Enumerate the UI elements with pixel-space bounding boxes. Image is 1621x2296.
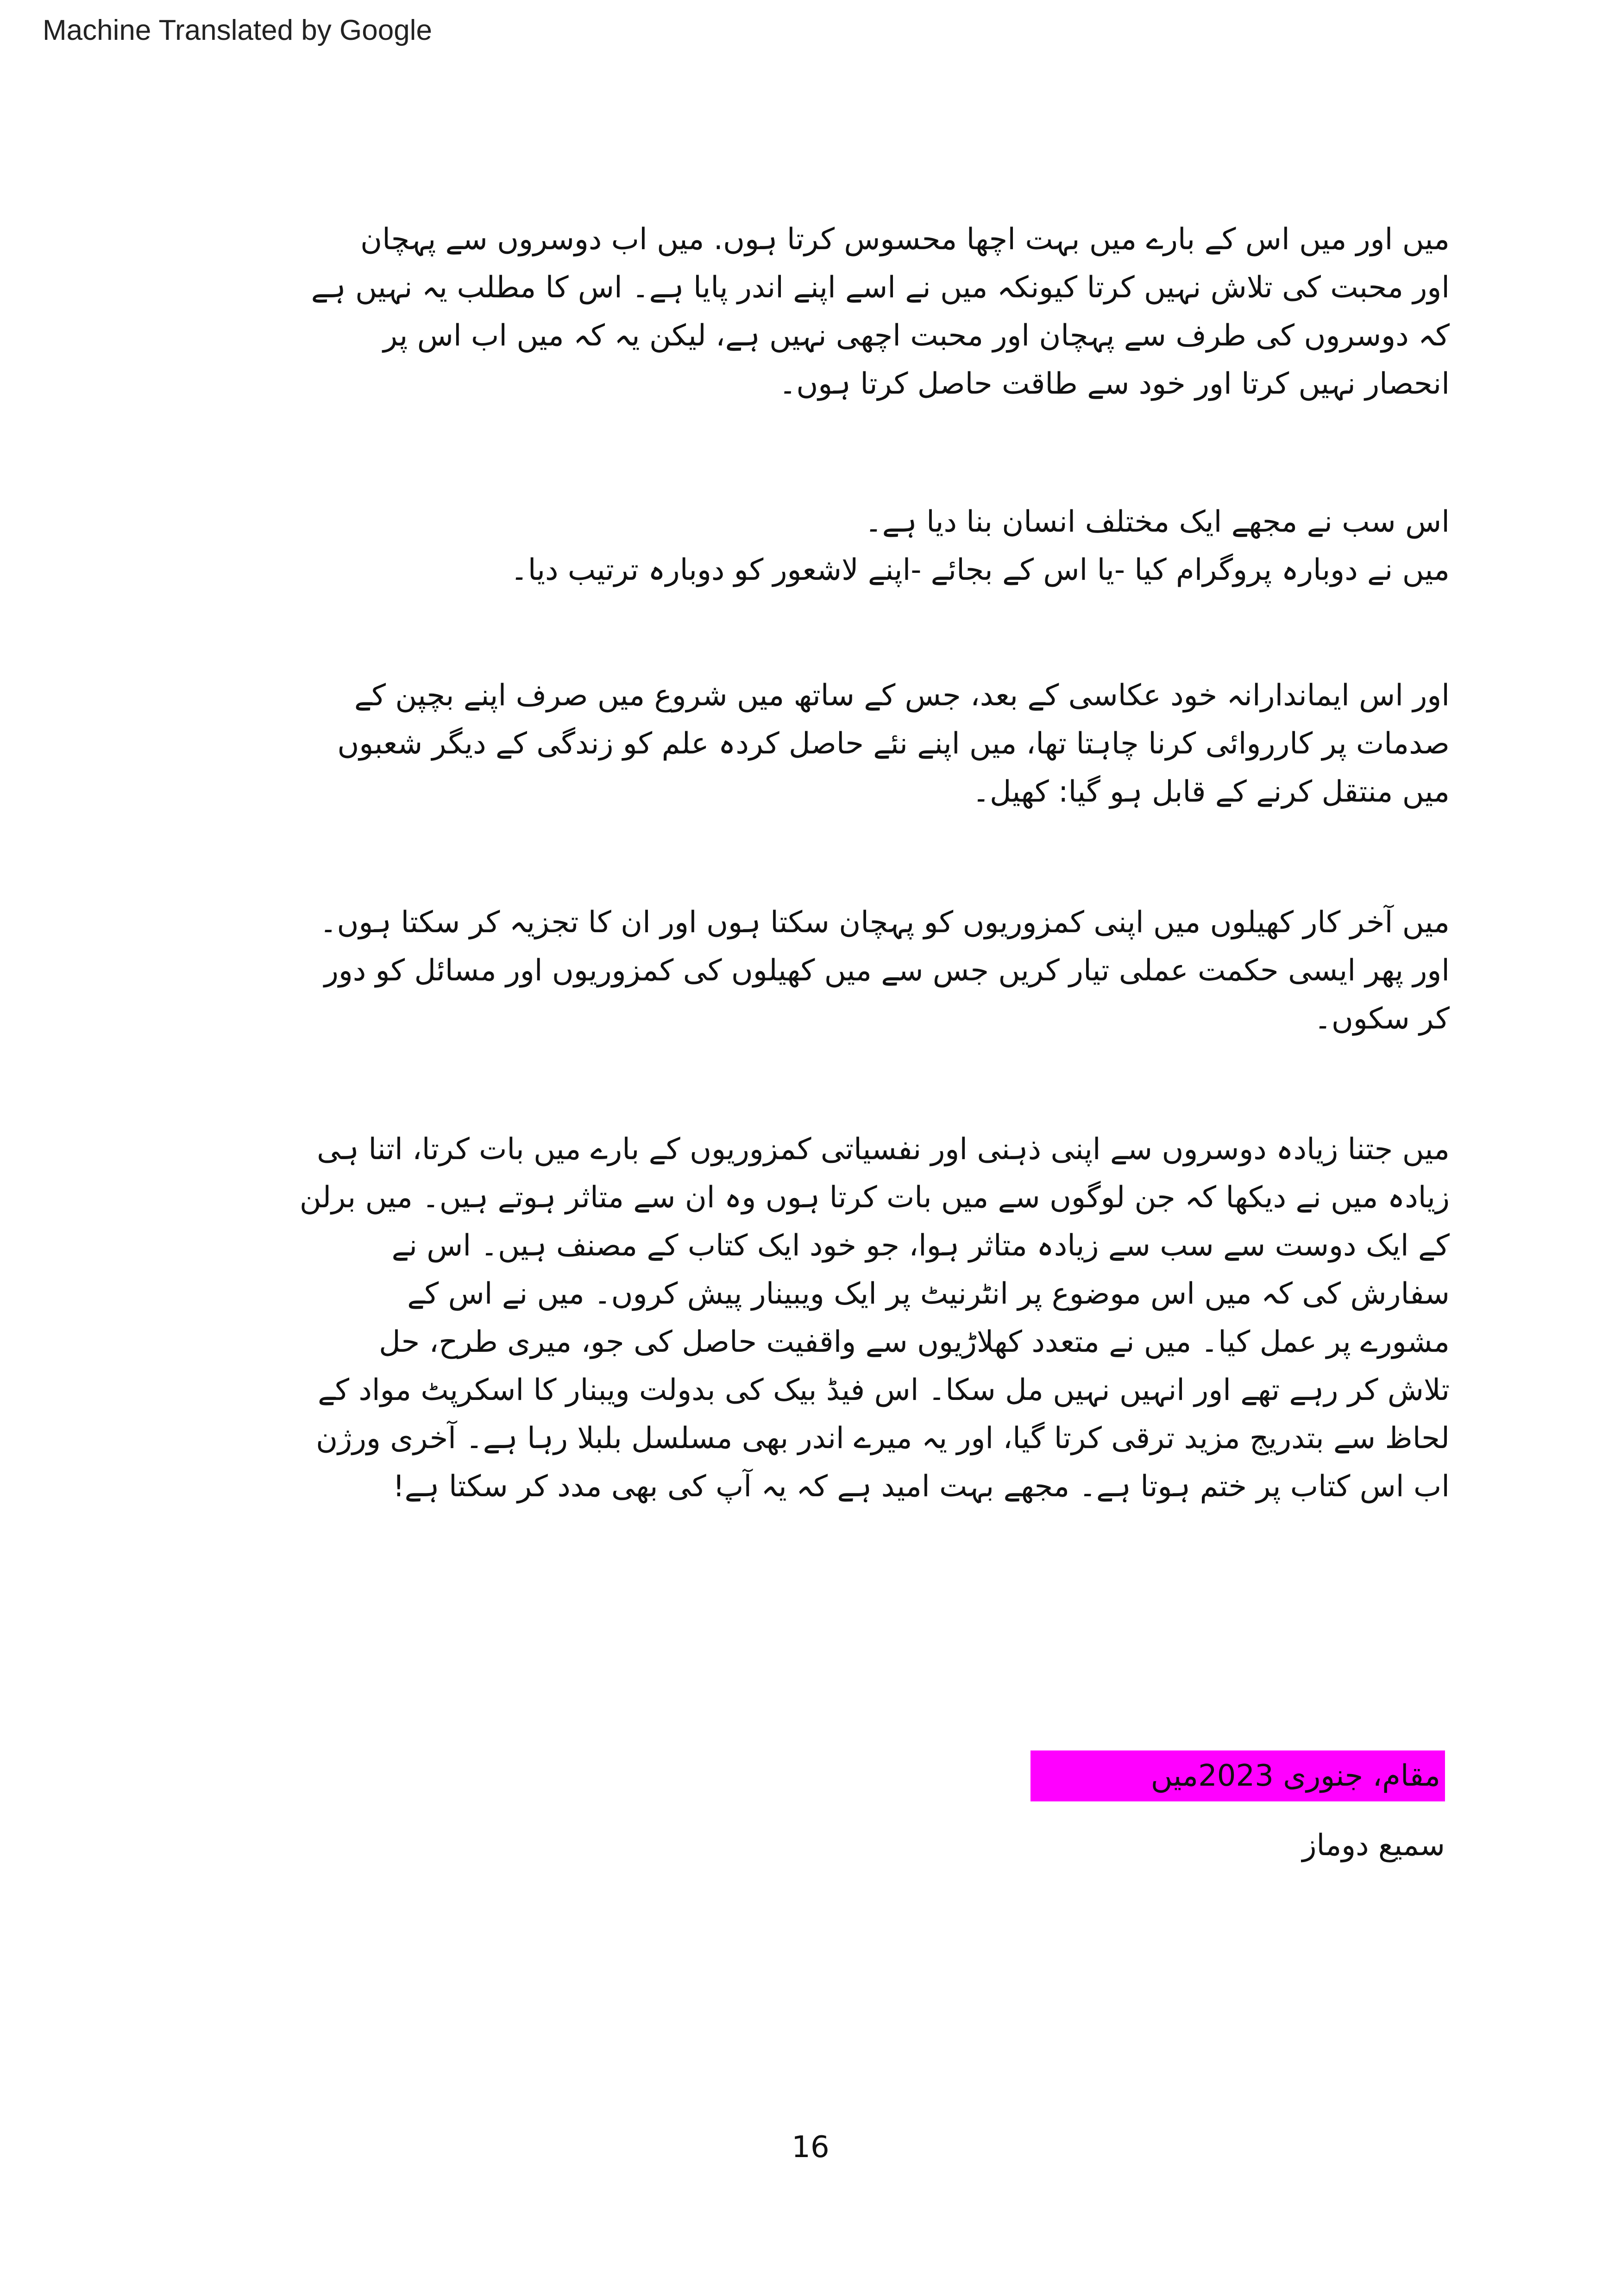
paragraph-4 xyxy=(153,898,1450,1043)
paragraph-line: اور پھر ایسی حکمت عملی تیار کریں جس سے میں کھیلوں کی کمزوریوں اور مسائل کو دور xyxy=(324,954,1450,988)
paragraph-line: کر سکوں۔ xyxy=(1314,1002,1450,1036)
page-number: 16 xyxy=(792,2130,829,2164)
paragraph-line: میں آخر کار کھیلوں میں اپنی کمزوریوں کو پہچان سکتا ہوں اور ان کا تجزیہ کر سکتا ہوں۔ xyxy=(320,905,1450,940)
paragraph-line: کے ایک دوست سے سب سے زیادہ متاثر ہوا، جو خود ایک کتاب کے مصنف ہیں۔ اس نے xyxy=(391,1229,1450,1263)
paragraph-line: زیادہ میں نے دیکھا کہ جن لوگوں سے میں بات کرتا ہوں وہ ان سے متاثر ہوتے ہیں۔ میں برلن xyxy=(299,1180,1450,1215)
paragraph-line: اور محبت کی تلاش نہیں کرتا کیونکہ میں نے اسے اپنے اندر پایا ہے۔ اس کا مطلب یہ نہیں ہے xyxy=(311,270,1450,305)
paragraph-line: لحاظ سے بتدریج مزید ترقی کرتا گیا، اور یہ میرے اندر بھی مسلسل بلبلا رہا ہے۔ آخری ورژن xyxy=(316,1421,1450,1455)
paragraph-line: مشورے پر عمل کیا۔ میں نے متعدد کھلاڑیوں سے واقفیت حاصل کی جو، میری طرح، حل xyxy=(379,1325,1450,1359)
paragraph-line: میں جتنا زیادہ دوسروں سے اپنی ذہنی اور نفسیاتی کمزوریوں کے بارے میں بات کرتا، اتنا ہی xyxy=(317,1132,1450,1167)
paragraph-2 xyxy=(153,498,1450,594)
paragraph-line: کہ دوسروں کی طرف سے پہچان اور محبت اچھی نہیں ہے، لیکن یہ کہ میں اب اس پر xyxy=(383,319,1450,353)
place-date-highlight: مقام، جنوری 2023میں xyxy=(1030,1750,1445,1801)
paragraph-line: صدمات پر کارروائی کرنا چاہتا تھا، میں اپنے نئے حاصل کردہ علم کو زندگی کے دیگر شعبوں xyxy=(337,727,1450,761)
paragraph-5 xyxy=(153,1125,1450,1511)
paragraph-line: اب اس کتاب پر ختم ہوتا ہے۔ مجھے بہت امید ہے کہ یہ آپ کی بھی مدد کر سکتا ہے! xyxy=(392,1469,1450,1504)
paragraph-line: میں نے دوبارہ پروگرام کیا -یا اس کے بجائے -اپنے لاشعور کو دوبارہ ترتیب دیا۔ xyxy=(510,553,1450,587)
paragraph-line: میں اور میں اس کے بارے میں بہت اچھا محسوس کرتا ہوں. میں اب دوسروں سے پہچان xyxy=(360,222,1450,257)
paragraph-line: سفارش کی کہ میں اس موضوع پر انٹرنیٹ پر ایک ویبینار پیش کروں۔ میں نے اس کے xyxy=(407,1277,1450,1311)
paragraph-1 xyxy=(153,215,1450,408)
paragraph-line: انحصار نہیں کرتا اور خود سے طاقت حاصل کرتا ہوں۔ xyxy=(779,367,1450,401)
paragraph-line: اس سب نے مجھے ایک مختلف انسان بنا دیا ہے۔ xyxy=(865,505,1450,539)
machine-translation-note: Machine Translated by Google xyxy=(43,14,432,46)
paragraph-3 xyxy=(153,671,1450,816)
paragraph-line: اور اس ایماندارانہ خود عکاسی کے بعد، جس کے ساتھ میں شروع میں صرف اپنے بچپن کے xyxy=(354,678,1450,713)
paragraph-line: تلاش کر رہے تھے اور انہیں نہیں مل سکا۔ اس فیڈ بیک کی بدولت ویبنار کا اسکرپٹ مواد کے xyxy=(318,1373,1450,1407)
paragraph-line: میں منتقل کرنے کے قابل ہو گیا: کھیل۔ xyxy=(972,775,1450,809)
author-name: سمیع دوماز xyxy=(1302,1828,1445,1863)
